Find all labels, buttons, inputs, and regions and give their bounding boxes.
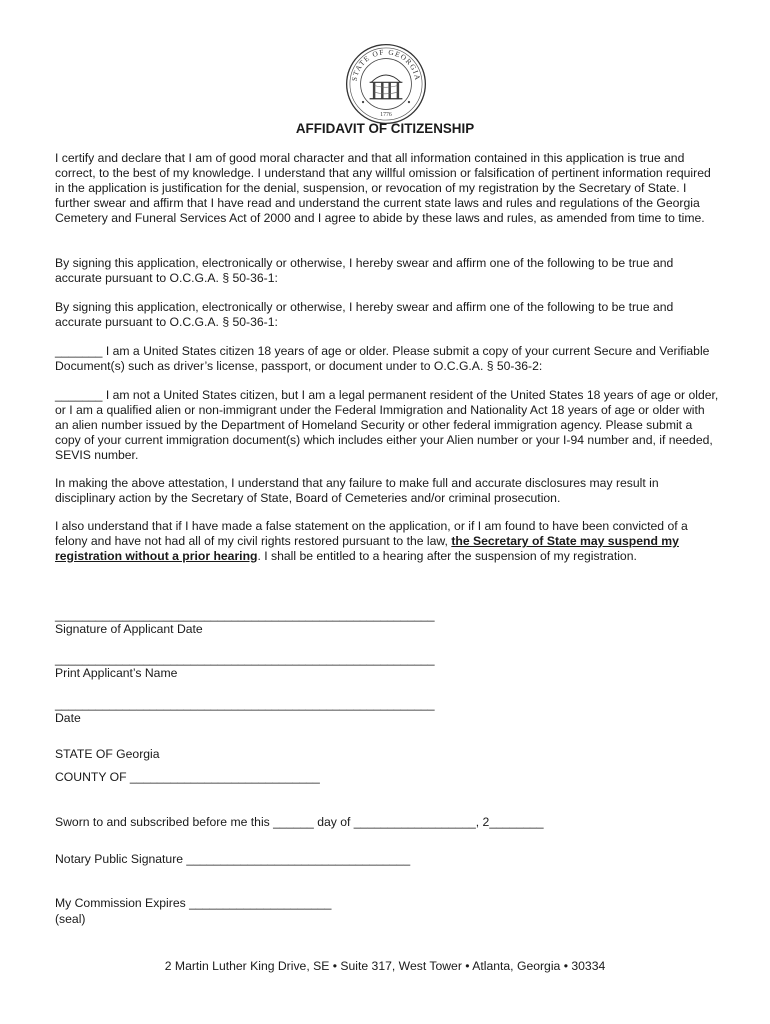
- print-name-line[interactable]: ________________________________________________________: [55, 652, 435, 666]
- date-line[interactable]: ________________________________________________________: [55, 697, 435, 711]
- notary-signature-line[interactable]: Notary Public Signature _________________________________: [55, 852, 411, 866]
- georgia-state-seal-icon: [345, 43, 427, 125]
- non-citizen-option: _______ I am not a United States citizen, but I am a legal permanent resident of the United States 18 years of age or older, or I am a qualified alien or non-immigrant under the Federal Immigration and Nationality Act 18 years of age or older with an alien number issued by the Department of Homeland Security or other federal immigration agency. Please submit a copy of your current immigration document(s) which includes either your Alien number or your I-94 number and, if needed, SEVIS number.: [55, 388, 719, 462]
- document-title: AFFIDAVIT OF CITIZENSHIP: [295, 121, 475, 136]
- suspension-warning: the Secretary of State may suspend my registration without a prior hearing: [55, 534, 679, 563]
- citizen-option: _______ I am a United States citizen 18 years of age or older. Please submit a copy of your current Secure and Verifiable Document(s) such as driver’s license, passport, or document under to O.C.G.A. § 50-36-2:: [55, 344, 710, 373]
- print-name-label: Print Applicant’s Name: [55, 666, 178, 680]
- false-statement-end: . I shall be entitled to a hearing after the suspension of my registration.: [257, 549, 637, 563]
- false-statement-paragraph: [55, 519, 720, 564]
- signature-label: Signature of Applicant Date: [55, 622, 203, 636]
- svg-text:STATE OF GEORGIA: [350, 47, 423, 81]
- signature-line[interactable]: ________________________________________________________: [55, 608, 435, 622]
- sworn-line[interactable]: Sworn to and subscribed before me this ______ day of __________________, 2________: [55, 815, 544, 829]
- attestation-paragraph-1: By signing this application, electronically or otherwise, I hereby swear and affirm one of the following to be true and accurate pursuant to O.C.G.A. § 50-36-1:: [55, 256, 674, 285]
- state-line: STATE OF Georgia: [55, 747, 160, 761]
- date-label: Date: [55, 711, 81, 725]
- attestation-paragraph-2: By signing this application, electronically or otherwise, I hereby swear and affirm one of the following to be true and accurate pursuant to O.C.G.A. § 50-36-1:: [55, 300, 674, 329]
- commission-expires-line[interactable]: My Commission Expires _____________________: [55, 896, 332, 910]
- seal-year: 1776: [380, 111, 392, 118]
- disclosure-paragraph: In making the above attestation, I understand that any failure to make full and accurate disclosures may result in disciplinary action by the Secretary of State, Board of Cemeteries and/or criminal prosecution.: [55, 476, 659, 505]
- county-line[interactable]: COUNTY OF ____________________________: [55, 770, 320, 784]
- seal-label: (seal): [55, 912, 86, 926]
- certification-paragraph: I certify and declare that I am of good moral character and that all information contained in this application is true and correct, to the best of my knowledge. I understand that any willful omission or falsification of pertinent information required in the application is justification for the denial, suspension, or revocation of my registration by the Secretary of State. I further swear and affirm that I have read and understand the current state laws and rules and regulations of the Georgia Cemetery and Funeral Services Act of 2000 and I agree to abide by these laws and rules, as amended from time to time.: [55, 151, 711, 225]
- seal-text: STATE OF GEORGIA: [349, 47, 423, 82]
- footer-address: 2 Martin Luther King Drive, SE • Suite 317, West Tower • Atlanta, Georgia • 30334: [164, 959, 606, 973]
- false-statement-start: I also understand that if I have made a false statement on the application, or if I am found to have been convicted of a felony and have not had all of my civil rights restored pursuant to the law,: [55, 519, 688, 548]
